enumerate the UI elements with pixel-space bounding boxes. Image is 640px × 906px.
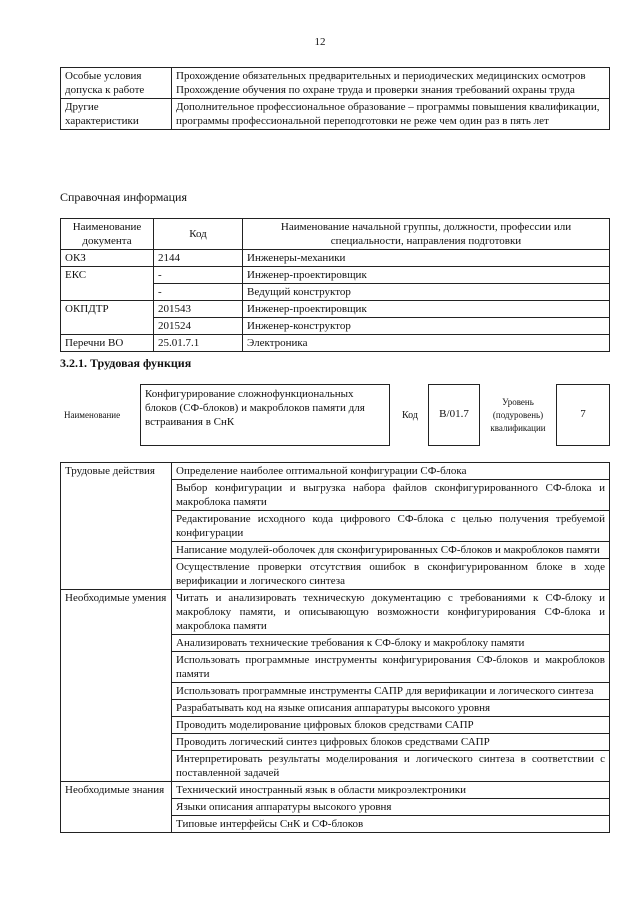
column-header: Наименование документа [61, 219, 154, 250]
section-title: 3.2.1. Трудовая функция [60, 356, 192, 370]
column-header: Код [154, 219, 243, 250]
list-item: Выбор конфигурации и выгрузка набора файлов сконфигурированного СФ-блока и макроблока памяти [172, 480, 610, 511]
function-name: Конфигурирование сложнофункциональных блоков (СФ-блоков) и макроблоков памяти для встраивания в СнК [140, 384, 390, 446]
list-item: Языки описания аппаратуры высокого уровня [172, 799, 610, 816]
table-cell: 201543 [154, 301, 243, 318]
column-header: Наименование начальной группы, должности, профессии или специальности, направления подготовки [243, 219, 610, 250]
table-cell: - [154, 284, 243, 301]
name-label: Наименование [64, 410, 121, 420]
table-row [61, 68, 610, 99]
table-row [61, 782, 610, 799]
code-value: B/01.7 [428, 384, 480, 446]
table-row [61, 463, 610, 480]
level-label: Уровень (подуровень) квалификации [490, 397, 546, 433]
table-cell: Электроника [243, 335, 610, 352]
table-cell: Инженеры-механики [243, 250, 610, 267]
table-cell: Перечни ВО [61, 335, 154, 352]
list-item: Типовые интерфейсы СнК и СФ-блоков [172, 816, 610, 833]
table-header-row [61, 219, 610, 250]
row-label: Необходимые умения [61, 590, 172, 782]
table-cell: 25.01.7.1 [154, 335, 243, 352]
table-cell: 201524 [154, 318, 243, 335]
code-label: Код [402, 410, 418, 421]
table-cell: ОКЗ [61, 250, 154, 267]
list-item: Технический иностранный язык в области микроэлектроники [172, 782, 610, 799]
table-cell: 2144 [154, 250, 243, 267]
function-details-table [60, 462, 610, 833]
reference-heading: Справочная информация [60, 190, 187, 204]
reference-table [60, 218, 610, 352]
list-item: Читать и анализировать техническую документацию с требованиями к СФ-блоку и макроблоку памяти, и описывающую возможности конфигурирования СФ-блока и макроблока памяти [172, 590, 610, 635]
row-content [172, 68, 610, 99]
row-label: Трудовые действия [61, 463, 172, 590]
list-item: Прохождение обязательных предварительных и периодических медицинских осмотров [176, 70, 586, 82]
table-cell: Инженер-проектировщик [243, 267, 610, 284]
table-cell: ОКПДТР [61, 301, 154, 335]
list-item: Написание модулей-оболочек для сконфигурированных СФ-блоков и макроблоков памяти [172, 542, 610, 559]
list-item: Осуществление проверки отсутствия ошибок в сконфигурированном блоке в ходе верификации и логического синтеза [172, 559, 610, 590]
row-label: Другие характеристики [61, 99, 172, 130]
conditions-table [60, 67, 610, 130]
row-label: Необходимые знания [61, 782, 172, 833]
row-label: Особые условия допуска к работе [61, 68, 172, 99]
list-item: Проводить логический синтез цифровых блоков средствами САПР [172, 734, 610, 751]
list-item: Использовать программные инструменты конфигурирования СФ-блоков и макроблоков памяти [172, 652, 610, 683]
table-cell: Ведущий конструктор [243, 284, 610, 301]
table-row [61, 301, 610, 318]
table-row [61, 267, 610, 284]
list-item: Использовать программные инструменты САПР для верификации и логического синтеза [172, 683, 610, 700]
row-content: Дополнительное профессиональное образование – программы повышения квалификации, программы профессиональной переподготовки не реже чем один раз в пять лет [172, 99, 610, 130]
page-number: 12 [314, 36, 326, 48]
list-item: Проводить моделирование цифровых блоков средствами САПР [172, 717, 610, 734]
list-item: Анализировать технические требования к СФ-блоку и макроблоку памяти [172, 635, 610, 652]
level-value: 7 [556, 384, 610, 446]
list-item: Редактирование исходного кода цифрового СФ-блока с целью получения требуемой конфигурации [172, 511, 610, 542]
table-cell: - [154, 267, 243, 284]
table-cell: ЕКС [61, 267, 154, 301]
list-item: Интерпретировать результаты моделирования и логического синтеза в соответствии с поставленной задачей [172, 751, 610, 782]
table-row [61, 590, 610, 635]
list-item: Разрабатывать код на языке описания аппаратуры высокого уровня [172, 700, 610, 717]
table-row [61, 99, 610, 130]
table-row [61, 250, 610, 267]
list-item: Прохождение обучения по охране труда и проверки знания требований охраны труда [176, 84, 575, 96]
table-row [61, 335, 610, 352]
list-item: Определение наиболее оптимальной конфигурации СФ-блока [172, 463, 610, 480]
table-cell: Инженер-проектировщик [243, 301, 610, 318]
table-cell: Инженер-конструктор [243, 318, 610, 335]
